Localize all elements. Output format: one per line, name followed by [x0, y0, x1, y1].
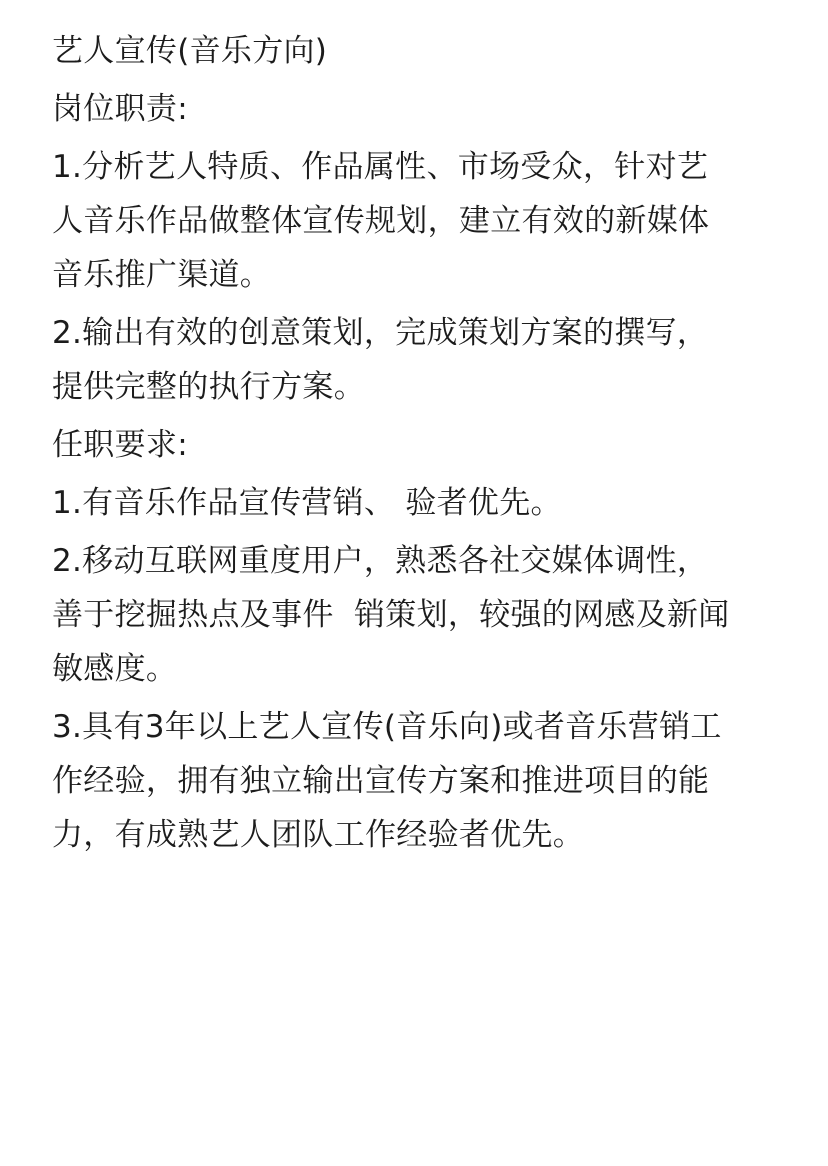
- job-description: [52, 24, 787, 866]
- requirement-item-1: 1.有音乐作品宣传营销、 验者优先。: [52, 485, 562, 521]
- requirements-heading: 任职要求:: [52, 427, 188, 463]
- requirement-item-2: 2.移动互联网重度用户，熟悉各社交媒体调性， 善于挖掘热点及事件 销策划，较强的网感及新闻 敏感度。: [52, 543, 730, 687]
- duties-heading: 岗位职责:: [52, 91, 188, 127]
- requirement-item-3: 3.具有3年以上艺人宣传(音乐向)或者音乐营销工 作经验，拥有独立输出宣传方案和推进项目的能 力，有成熟艺人团队工作经验者优先。: [52, 709, 722, 853]
- job-title: 艺人宣传(音乐方向): [52, 33, 328, 69]
- duty-item-1: 1.分析艺人特质、作品属性、市场受众，针对艺 人音乐作品做整体宣传规划，建立有效的新媒体 音乐推广渠道。: [52, 149, 710, 293]
- duty-item-2: 2.输出有效的创意策划，完成策划方案的撰写， 提供完整的执行方案。: [52, 315, 709, 405]
